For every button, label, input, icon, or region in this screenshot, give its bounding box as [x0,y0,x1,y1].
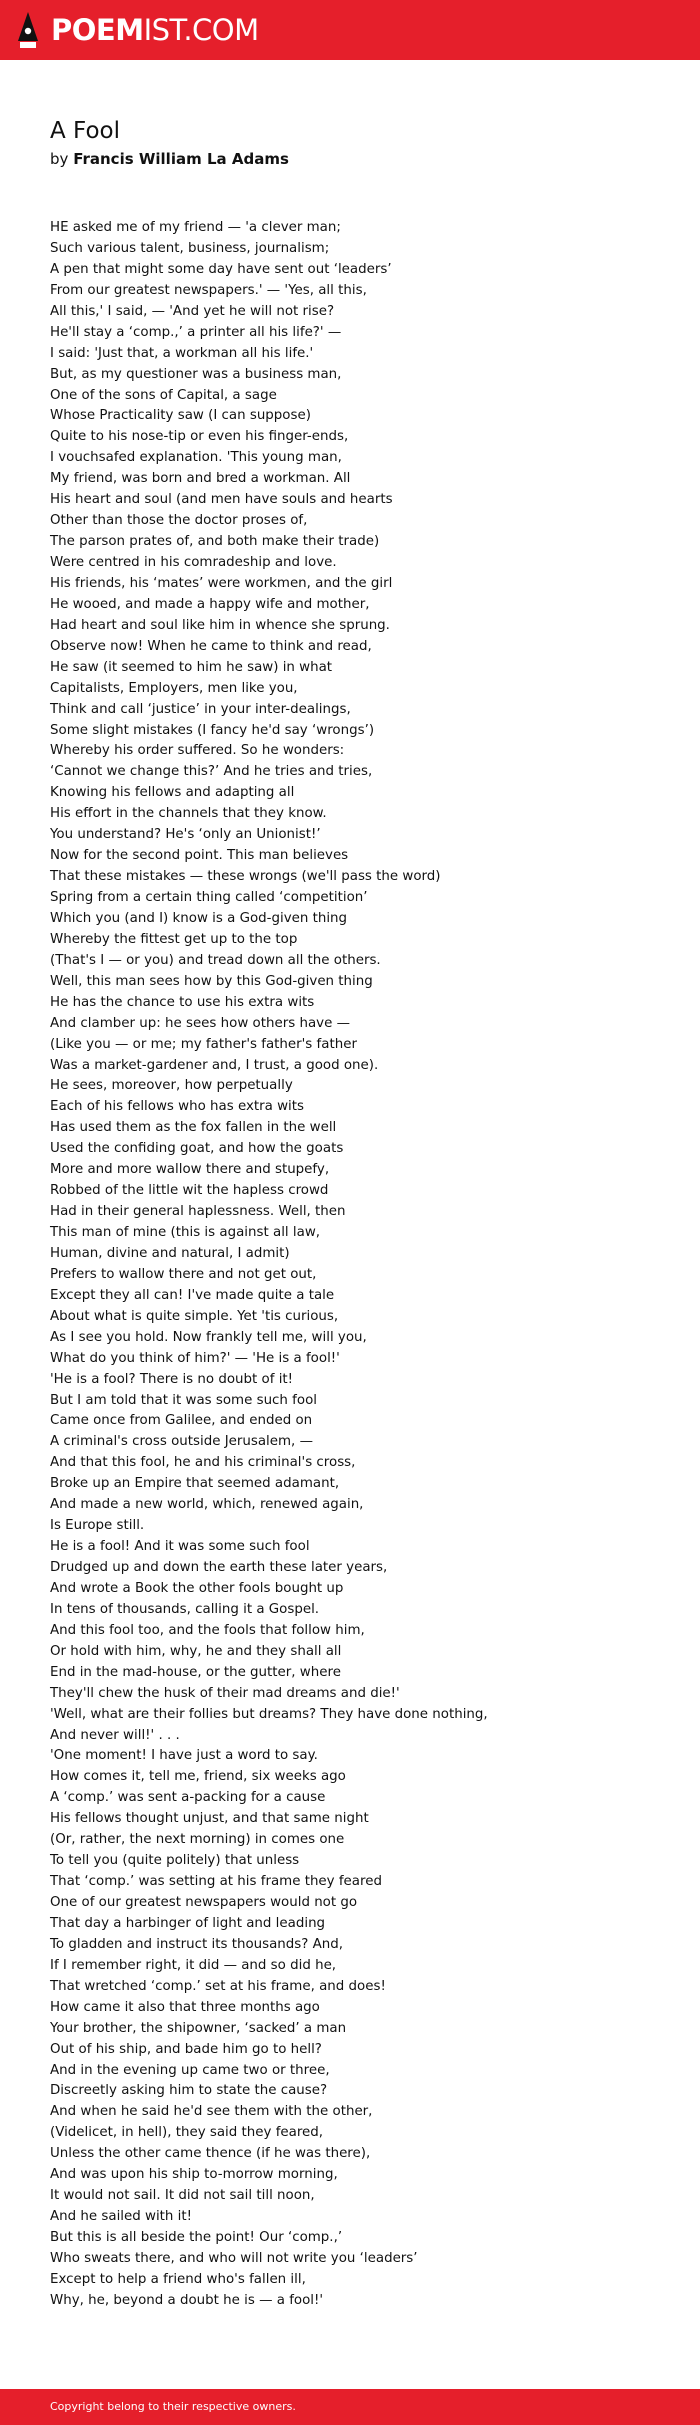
poem-line: Whereby the fittest get up to the top [50,931,298,947]
poem-line: All this,' I said, — 'And yet he will not rise? [50,303,335,319]
poem-line: A criminal's cross outside Jerusalem, — [50,1434,313,1450]
poem-line: End in the mad-house, or the gutter, where [50,1664,341,1680]
poem-line: About what is quite simple. Yet 'tis curious, [50,1308,339,1324]
poem-line: I said: 'Just that, a workman all his life.' [50,345,314,361]
poem-line: (Videlicet, in hell), they said they feared, [50,2125,324,2141]
poem-line: Had heart and soul like him in whence she sprung. [50,617,390,633]
logo-text-bold: POEM [51,13,144,47]
poem-line: And made a new world, which, renewed again, [50,1497,364,1513]
poem-line: You understand? He's ‘only an Unionist!’ [50,827,321,843]
poem-line: His effort in the channels that they know. [50,806,327,822]
poem-line: From our greatest newspapers.' — 'Yes, all this, [50,282,367,298]
poemist-logo[interactable] [17,11,259,49]
poem-line: Which you (and I) know is a God-given thing [50,910,348,926]
poem-line: Other than those the doctor proses of, [50,513,308,529]
poem-line: Was a market-gardener and, I trust, a good one). [50,1057,379,1073]
poem-line: He'll stay a ‘comp.,’ a printer all his life?' — [50,324,342,340]
poem-line: In tens of thousands, calling it a Gospel. [50,1601,320,1617]
poem-line: As I see you hold. Now frankly tell me, will you, [50,1329,367,1345]
poem-line: And he sailed with it! [50,2209,193,2225]
poem-line: Human, divine and natural, I admit) [50,1245,290,1261]
poem-line: (Or, rather, the next morning) in comes one [50,1832,345,1848]
poem-line: Whereby his order suffered. So he wonders: [50,743,345,759]
poem-line: He saw (it seemed to him he saw) in what [50,659,333,675]
pen-nib-icon [17,11,39,49]
poem-line: That wretched ‘comp.’ set at his frame, and does! [50,1978,386,1994]
poem-line: He wooed, and made a happy wife and mother, [50,596,370,612]
poem-line: Think and call ‘justice’ in your inter-dealings, [50,701,351,717]
poem-line: A ‘comp.’ was sent a-packing for a cause [50,1790,326,1806]
poem-line: Used the confiding goat, and how the goats [50,1141,344,1157]
poem-line: (That's I — or you) and tread down all the others. [50,952,381,968]
poem-line: If I remember right, it did — and so did he, [50,1957,337,1973]
logo-text-light: IST.COM [143,13,259,47]
poem-line: To tell you (quite politely) that unless [50,1853,300,1869]
poem-line: I vouchsafed explanation. 'This young man, [50,450,342,466]
poem-line: Robbed of the little wit the hapless crowd [50,1183,329,1199]
poem-line: Drudged up and down the earth these later years, [50,1560,388,1575]
poem-line: Prefers to wallow there and not get out, [50,1266,317,1282]
poem-line: Is Europe still. [50,1518,145,1534]
poem-line: Observe now! When he came to think and read, [50,638,372,654]
poem-line: One of our greatest newspapers would not go [50,1895,358,1910]
poem-line: Some slight mistakes (I fancy he'd say ‘wrongs’) [50,722,375,738]
poem-line: But this is all beside the point! Our ‘comp.,’ [50,2230,343,2245]
poem-line: And wrote a Book the other fools bought up [50,1580,344,1596]
poem-line: This man of mine (this is against all law, [50,1225,321,1240]
poem-line: To gladden and instruct its thousands? And, [50,1936,344,1952]
poem-line: Were centred in his comradeship and love. [50,555,337,570]
poem-line: Such various talent, business, journalism; [50,240,330,256]
poem-line: How came it also that three months ago [50,1999,320,2015]
poem-line: 'One moment! I have just a word to say. [50,1748,318,1764]
poem-line: One of the sons of Capital, a sage [50,387,277,403]
author-link[interactable]: Francis William La Adams [73,150,289,168]
poem-line: How comes it, tell me, friend, six weeks ago [50,1769,346,1785]
poem-line: His fellows thought unjust, and that same night [50,1811,369,1827]
poem-line: It would not sail. It did not sail till noon, [50,2188,315,2204]
poem-line: And when he said he'd see them with the other, [50,2104,373,2120]
poem-line: 'Well, what are their follies but dreams? They have done nothing, [50,1706,488,1722]
poem-line: Spring from a certain thing called ‘competition’ [50,890,368,905]
poem-line: But I am told that it was some such fool [50,1392,317,1408]
poem-line: And that this fool, he and his criminal's cross, [50,1455,356,1471]
poem-line: Had in their general haplessness. Well, then [50,1204,346,1220]
poem-line: Well, this man sees how by this God-given thing [50,973,373,989]
poem-line: Except they all can! I've made quite a tale [50,1287,335,1303]
poem-line: And never will!' . . . [50,1727,180,1743]
poem-line: Discreetly asking him to state the cause? [50,2083,328,2099]
poem-line: And clamber up: he sees how others have — [50,1015,350,1031]
byline-prefix: by [50,150,69,168]
poem-line: Capitalists, Employers, men like you, [50,680,298,696]
poem-line: And was upon his ship to-morrow morning, [50,2167,338,2183]
poem-line: Except to help a friend who's fallen ill, [50,2271,306,2287]
poem-line: That these mistakes — these wrongs (we'll pass the word) [50,869,441,885]
site-footer [0,2389,700,2425]
copyright-notice: Copyright belong to their respective owners. [50,2400,296,2413]
poem-line: Came once from Galilee, and ended on [50,1413,313,1429]
poem-line: Your brother, the shipowner, ‘sacked’ a man [50,2020,347,2036]
poem-title: A Fool [50,118,120,144]
poem-line: He is a fool! And it was some such fool [50,1539,310,1555]
poem-line: That ‘comp.’ was setting at his frame they feared [50,1874,382,1890]
poem-line: Whose Practicality saw (I can suppose) [50,408,311,424]
poem-byline [50,149,289,169]
poem-line: His heart and soul (and men have souls and hearts [50,492,393,508]
poem-line: But, as my questioner was a business man, [50,366,342,382]
poem-body [50,218,670,2312]
poem-line: ‘Cannot we change this?’ And he tries and tries, [50,764,373,780]
poem-line: Who sweats there, and who will not write you ‘leaders’ [50,2250,418,2266]
poem-line: What do you think of him?' — 'He is a fool!' [50,1350,340,1366]
poem-line: A pen that might some day have sent out ‘leaders’ [50,261,392,277]
poem-line: Each of his fellows who has extra wits [50,1099,305,1115]
poem-line: He sees, moreover, how perpetually [50,1078,293,1094]
poem-line: His friends, his ‘mates’ were workmen, and the girl [50,575,393,591]
poem-line: My friend, was born and bred a workman. All [50,471,351,487]
poem-line: The parson prates of, and both make their trade) [50,534,380,550]
poem-line: They'll chew the husk of their mad dreams and die!' [50,1685,400,1701]
poem-line: 'He is a fool? There is no doubt of it! [50,1371,294,1387]
logo-text [51,11,259,49]
site-header [0,0,700,60]
poem-line: He has the chance to use his extra wits [50,994,315,1010]
poem-line: And this fool too, and the fools that follow him, [50,1622,365,1638]
poem-line: Out of his ship, and bade him go to hell? [50,2041,322,2057]
poem-line: Knowing his fellows and adapting all [50,785,295,801]
poem-line: More and more wallow there and stupefy, [50,1162,330,1178]
poem-line: Broke up an Empire that seemed adamant, [50,1476,340,1492]
poem-line: That day a harbinger of light and leading [50,1915,326,1931]
poem-line: (Like you — or me; my father's father's father [50,1036,357,1052]
poem-line: And in the evening up came two or three, [50,2062,330,2078]
poem-line: Now for the second point. This man believes [50,848,349,864]
poem-line: Or hold with him, why, he and they shall all [50,1643,342,1659]
poem-line: Quite to his nose-tip or even his finger-ends, [50,429,349,445]
poem-line: HE asked me of my friend — 'a clever man; [50,220,341,235]
poem-line: Has used them as the fox fallen in the well [50,1120,337,1136]
poem-line: Unless the other came thence (if he was there), [50,2146,371,2162]
poem-line: Why, he, beyond a doubt he is — a fool!' [50,2292,324,2308]
